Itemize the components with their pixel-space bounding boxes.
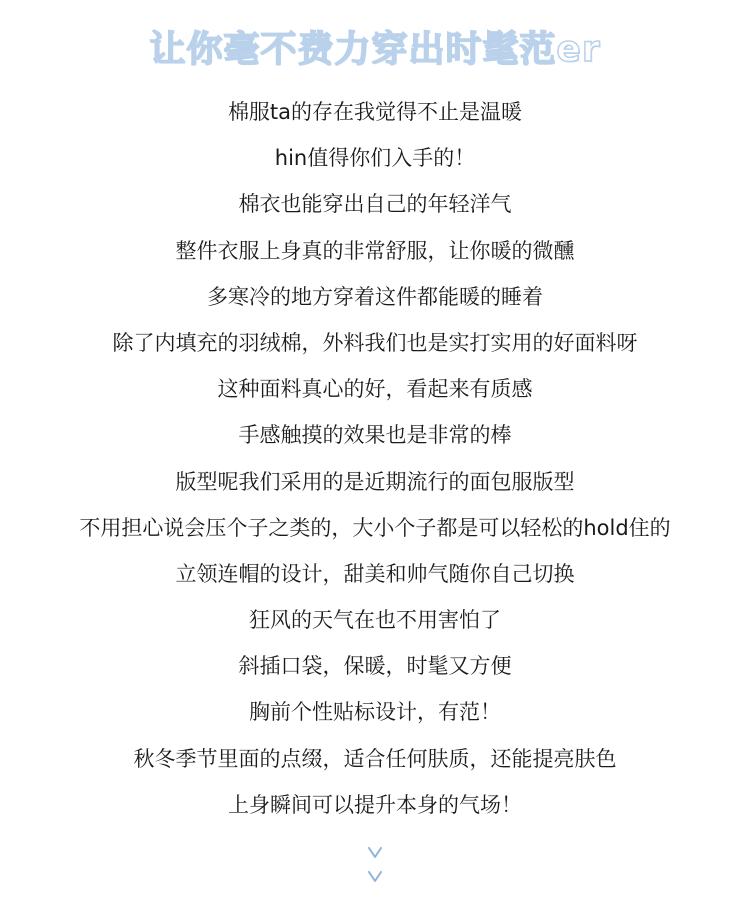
description-line: 不用担心说会压个子之类的，大小个子都是可以轻松的hold住的 bbox=[79, 515, 671, 540]
description-line: 棉服ta的存在我觉得不止是温暖 bbox=[227, 100, 523, 124]
description-line: 整件衣服上身真的非常舒服，让你暖的微醺 bbox=[175, 238, 575, 263]
description-line: 手感触摸的效果也是非常的棒 bbox=[238, 423, 512, 448]
description-line: 除了内填充的羽绒棉，外料我们也是实打实用的好面料呀 bbox=[112, 330, 638, 355]
chevron-down-icon bbox=[366, 842, 384, 862]
scroll-hint bbox=[0, 842, 750, 886]
description-line: 秋冬季节里面的点缀，适合任何肤质，还能提亮肤色 bbox=[133, 746, 617, 771]
chevron-down-icon bbox=[366, 866, 384, 886]
description-line: 多寒冷的地方穿着这件都能暖的睡着 bbox=[207, 284, 543, 309]
description-line: 棉衣也能穿出自己的年轻洋气 bbox=[238, 192, 512, 217]
description-line: hin值得你们入手的！ bbox=[274, 146, 476, 171]
headline: 让你毫不费力穿出时髦范er bbox=[149, 29, 601, 70]
description-line: 上身瞬间可以提升本身的气场！ bbox=[228, 792, 522, 817]
description-line: 版型呢我们采用的是近期流行的面包服版型 bbox=[175, 469, 575, 494]
description-line: 斜插口袋，保暖，时髦又方便 bbox=[238, 654, 512, 679]
description-line: 狂风的天气在也不用害怕了 bbox=[249, 608, 501, 633]
description-line: 这种面料真心的好，看起来有质感 bbox=[217, 377, 533, 402]
description-line: 立领连帽的设计，甜美和帅气随你自己切换 bbox=[175, 561, 575, 586]
description-lines bbox=[0, 96, 750, 835]
description-line: 胸前个性贴标设计，有范！ bbox=[249, 700, 501, 725]
